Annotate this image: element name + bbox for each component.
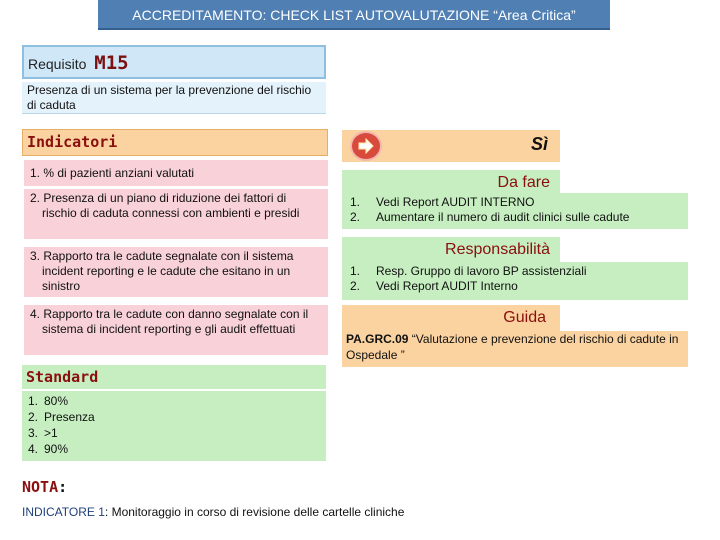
answer-box xyxy=(342,130,560,162)
nota-label: NOTA: xyxy=(22,478,68,496)
indicator-item: 3. Rapporto tra le cadute segnalate con il sistema incident reporting e le cadute che esitano in un sinistro xyxy=(24,247,328,297)
list-item: 1. 80% xyxy=(28,394,69,408)
list-item: 2. Aumentare il numero di audit clinici sulle cadute xyxy=(350,210,630,224)
indicator-item: 2. Presenza di un piano di riduzione dei fattori di rischio di caduta connessi con ambienti e presidi xyxy=(24,189,328,239)
responsabilita-list xyxy=(342,262,688,300)
requisito-code: M15 xyxy=(94,52,129,74)
answer-value: Sì xyxy=(530,134,548,154)
list-item: 4. 90% xyxy=(28,442,69,456)
da-fare-list xyxy=(342,193,688,229)
responsabilita-title: Responsabilità xyxy=(342,237,560,265)
guida-text xyxy=(342,331,688,367)
list-item: 2. Presenza xyxy=(28,410,95,424)
list-item: 2. Vedi Report AUDIT Interno xyxy=(350,279,518,293)
guida-description: “Valutazione e prevenzione del rischio di cadute in Ospedale ” xyxy=(346,332,679,362)
arrow-right-icon[interactable] xyxy=(350,131,382,161)
indicator-item: 4. Rapporto tra le cadute con danno segnalate con il sistema di incident reporting e gli audit effettuati xyxy=(24,305,328,355)
guida-title: Guida xyxy=(342,305,560,331)
nota-text xyxy=(22,505,404,519)
indicator-item: 1. % di pazienti anziani valutati xyxy=(24,160,328,186)
list-item: 1. Resp. Gruppo di lavoro BP assistenziali xyxy=(350,264,587,278)
nota-description: : Monitoraggio in corso di revisione delle cartelle cliniche xyxy=(104,505,405,519)
list-item: 1. Vedi Report AUDIT INTERNO xyxy=(350,195,535,209)
standard-title: Standard xyxy=(22,365,326,389)
requisito-box xyxy=(22,45,326,79)
indicatori-title: Indicatori xyxy=(22,129,328,156)
da-fare-title: Da fare xyxy=(342,170,560,198)
requisito-description: Presenza di un sistema per la prevenzione del rischio di caduta xyxy=(22,82,326,114)
nota-indicator: INDICATORE 1 xyxy=(22,505,105,519)
requisito-label: Requisito xyxy=(28,56,87,72)
standard-list xyxy=(22,391,326,461)
page-header xyxy=(98,0,610,30)
guida-code: PA.GRC.09 xyxy=(346,332,409,346)
page-title: ACCREDITAMENTO: CHECK LIST AUTOVALUTAZIONE “Area Critica” xyxy=(132,7,576,23)
list-item: 3. >1 xyxy=(28,426,58,440)
